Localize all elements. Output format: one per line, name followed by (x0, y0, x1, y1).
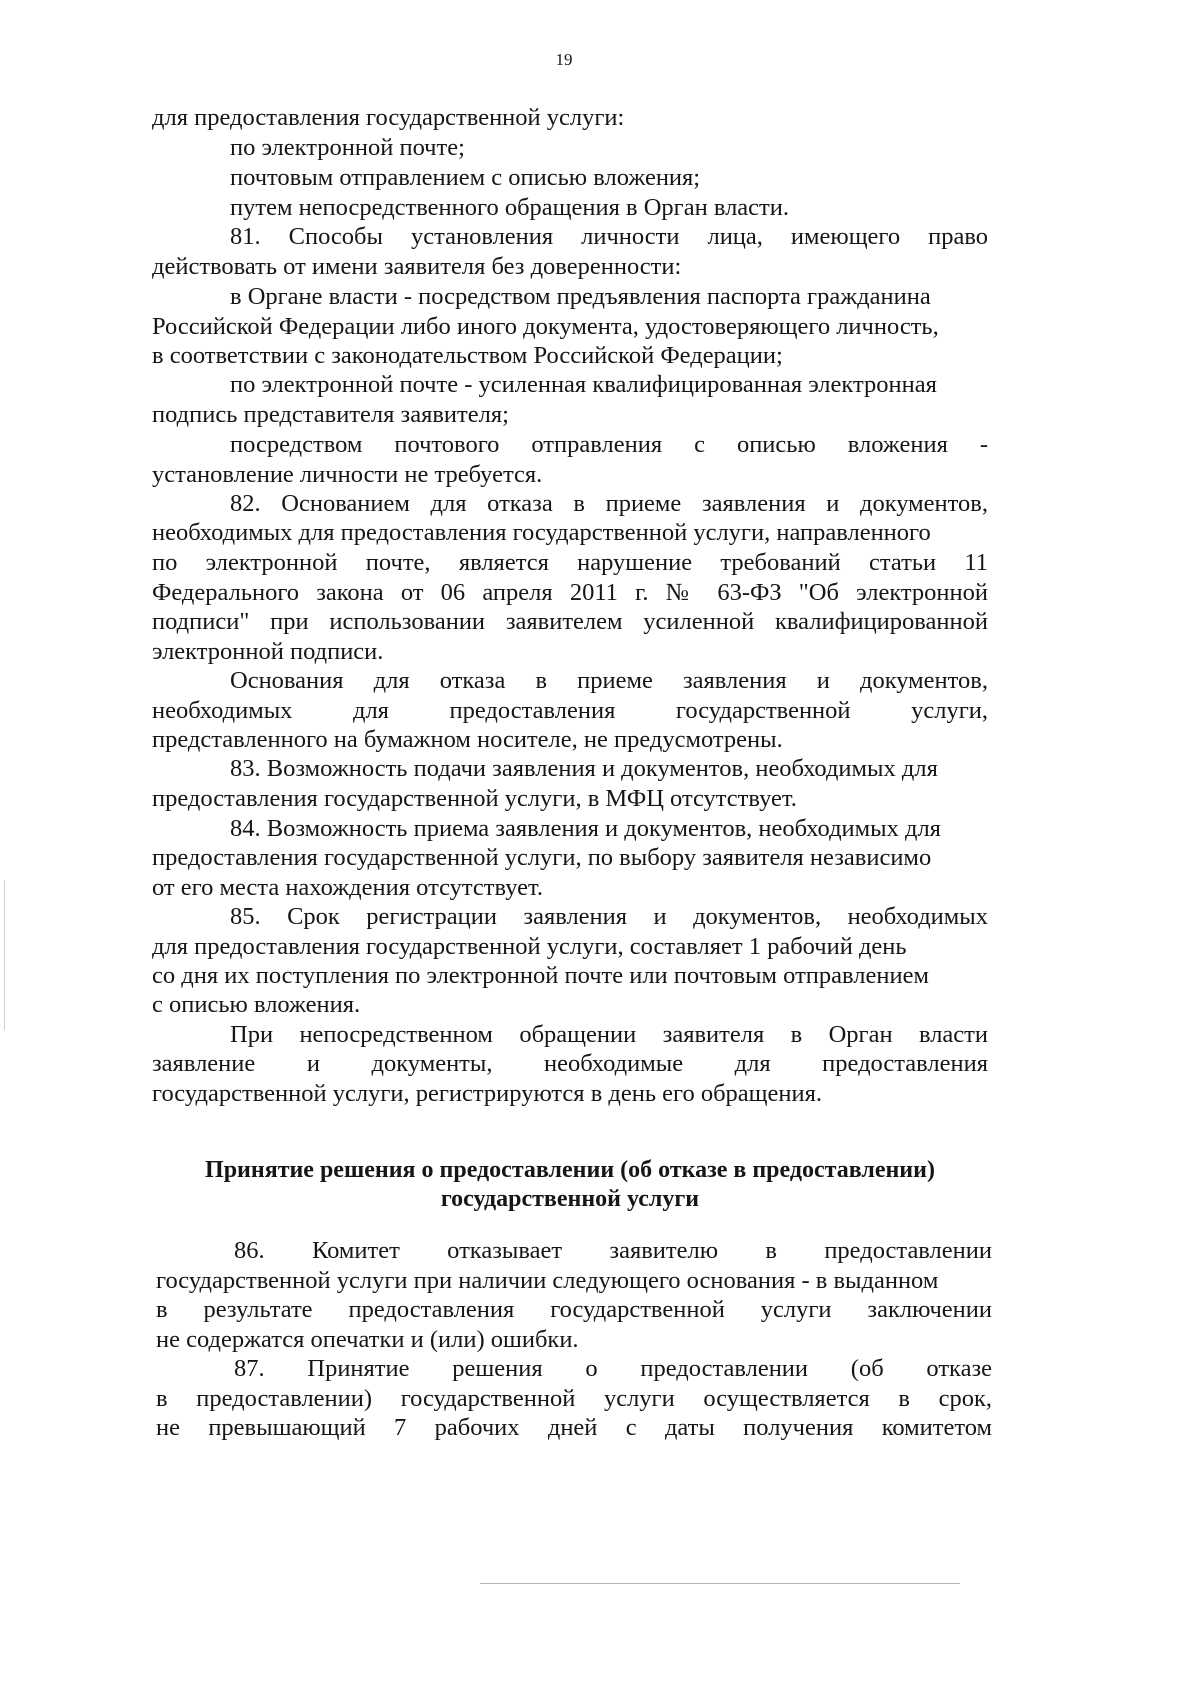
text-line: Федерального закона от 06 апреля 2011 г. № 63-ФЗ "Об электронной (152, 579, 988, 606)
text-line: в предоставлении) государственной услуги осуществляется в срок, (156, 1385, 992, 1412)
text-line: представленного на бумажном носителе, не предусмотрены. (152, 726, 783, 753)
scan-margin-line (4, 880, 5, 1030)
text-line: по электронной почте, является нарушение требований статьи 11 (152, 549, 988, 576)
text-line: 85. Срок регистрации заявления и документов, необходимых (230, 903, 988, 930)
page-number: 19 (555, 50, 573, 69)
text-line: заявление и документы, необходимые для предоставления (152, 1050, 988, 1077)
text-line: по электронной почте; (230, 134, 465, 161)
text-line: электронной подписи. (152, 638, 384, 665)
text-line: 81. Способы установления личности лица, имеющего право (230, 223, 988, 250)
text-line: почтовым отправлением с описью вложения; (230, 164, 701, 191)
text-line: не превышающий 7 рабочих дней с даты получения комитетом (156, 1414, 992, 1441)
text-line: в результате предоставления государственной услуги заключении (156, 1296, 992, 1323)
text-line: подписи" при использовании заявителем усиленной квалифицированной (152, 608, 988, 635)
text-line: Основания для отказа в приеме заявления и документов, (230, 667, 988, 694)
text-line: для предоставления государственной услуги, составляет 1 рабочий день (152, 933, 907, 960)
text-line: в соответствии с законодательством Российской Федерации; (152, 342, 783, 369)
section-heading: государственной услуги (440, 1186, 700, 1212)
text-line: установление личности не требуется. (152, 461, 543, 488)
text-line: государственной услуги, регистрируются в день его обращения. (152, 1080, 823, 1107)
section-heading: Принятие решения о предоставлении (об отказе в предоставлении) (205, 1157, 935, 1183)
text-line: предоставления государственной услуги, по выбору заявителя независимо (152, 844, 932, 871)
text-line: со дня их поступления по электронной почте или почтовым отправлением (152, 962, 929, 989)
text-line: необходимых для предоставления государственной услуги, (152, 697, 988, 724)
text-line: от его места нахождения отсутствует. (152, 874, 543, 901)
text-line: в Органе власти - посредством предъявления паспорта гражданина (230, 283, 931, 310)
text-line: посредством почтового отправления с описью вложения - (230, 431, 988, 458)
text-line: 84. Возможность приема заявления и документов, необходимых для (230, 815, 941, 842)
text-line: предоставления государственной услуги, в МФЦ отсутствует. (152, 785, 797, 812)
text-line: по электронной почте - усиленная квалифицированная электронная (230, 371, 937, 398)
text-line: для предоставления государственной услуги: (152, 104, 625, 131)
text-line: действовать от имени заявителя без доверенности: (152, 253, 682, 280)
text-line: 87. Принятие решения о предоставлении (об отказе (234, 1355, 992, 1382)
text-line: Российской Федерации либо иного документа, удостоверяющего личность, (152, 313, 939, 340)
text-line: При непосредственном обращении заявителя в Орган власти (230, 1021, 988, 1048)
text-line: с описью вложения. (152, 991, 361, 1018)
text-line: не содержатся опечатки и (или) ошибки. (156, 1326, 579, 1353)
text-line: подпись представителя заявителя; (152, 401, 509, 428)
text-line: государственной услуги при наличии следующего основания - в выданном (156, 1267, 939, 1294)
text-line: путем непосредственного обращения в Орган власти. (230, 194, 789, 221)
scan-bottom-line (480, 1583, 960, 1584)
text-line: 86. Комитет отказывает заявителю в предоставлении (234, 1237, 992, 1264)
text-line: 82. Основанием для отказа в приеме заявления и документов, (230, 490, 988, 517)
text-line: 83. Возможность подачи заявления и документов, необходимых для (230, 755, 938, 782)
text-line: необходимых для предоставления государственной услуги, направленного (152, 519, 931, 546)
